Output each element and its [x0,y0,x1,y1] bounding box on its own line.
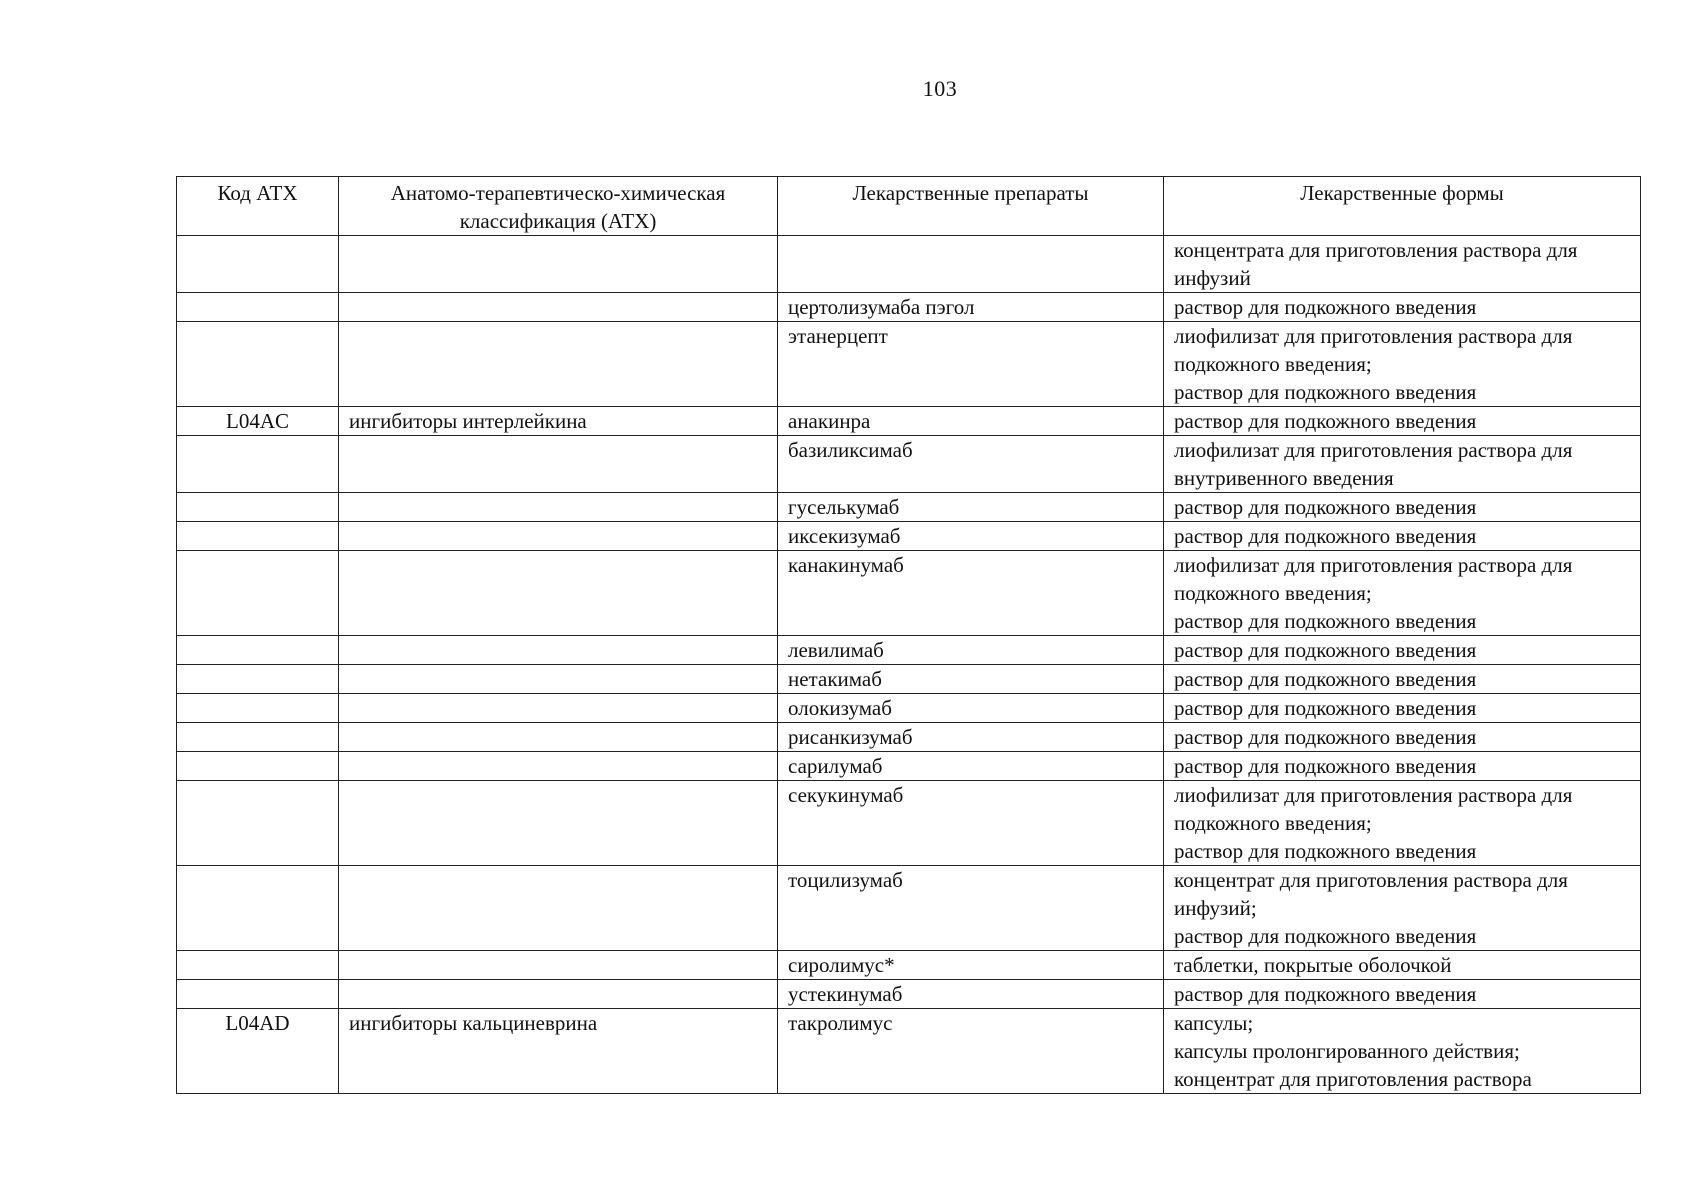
table-row [177,522,1641,551]
dosage-form-cell: раствор для подкожного введения [1164,407,1641,436]
classification-cell [339,866,778,951]
header-drugs: Лекарственные препараты [778,177,1164,236]
dosage-form-cell: лиофилизат для приготовления раствора для подкожного введения; раствор для подкожного введения [1164,322,1641,407]
drug-cell: левилимаб [778,636,1164,665]
classification-cell [339,236,778,293]
dosage-form-cell: концентрата для приготовления раствора для инфузий [1164,236,1641,293]
atc-code-cell [177,436,339,493]
atc-code-cell [177,236,339,293]
atc-code-cell [177,980,339,1009]
dosage-form-cell: раствор для подкожного введения [1164,723,1641,752]
dosage-form-cell: капсулы; капсулы пролонгированного действия; концентрат для приготовления раствора [1164,1009,1641,1094]
table-body [177,236,1641,1094]
atc-code-cell [177,781,339,866]
table-row [177,980,1641,1009]
dosage-form-cell: раствор для подкожного введения [1164,752,1641,781]
table-row [177,407,1641,436]
drug-cell: секукинумаб [778,781,1164,866]
classification-cell [339,293,778,322]
classification-cell [339,322,778,407]
atc-code-cell [177,951,339,980]
table-row [177,551,1641,636]
table-row [177,723,1641,752]
table-row [177,322,1641,407]
atc-code-cell [177,493,339,522]
header-row [177,177,1641,236]
drug-cell: базиликсимаб [778,436,1164,493]
page-number: 103 [922,76,958,101]
table-row [177,493,1641,522]
classification-cell [339,752,778,781]
dosage-form-cell: раствор для подкожного введения [1164,636,1641,665]
classification-cell [339,694,778,723]
classification-cell: ингибиторы интерлейкина [339,407,778,436]
atc-code-cell [177,752,339,781]
atc-code-cell [177,293,339,322]
atc-code-cell: L04AD [177,1009,339,1094]
dosage-form-cell: раствор для подкожного введения [1164,493,1641,522]
drug-cell: нетакимаб [778,665,1164,694]
atc-code-cell [177,636,339,665]
drug-cell: гуселькумаб [778,493,1164,522]
atc-code-cell [177,551,339,636]
table-header [177,177,1641,236]
dosage-form-cell: лиофилизат для приготовления раствора для подкожного введения; раствор для подкожного введения [1164,781,1641,866]
dosage-form-cell: раствор для подкожного введения [1164,522,1641,551]
drug-cell: такролимус [778,1009,1164,1094]
header-forms: Лекарственные формы [1164,177,1641,236]
classification-cell [339,493,778,522]
drug-cell: иксекизумаб [778,522,1164,551]
classification-cell [339,723,778,752]
classification-cell [339,551,778,636]
drug-cell: устекинумаб [778,980,1164,1009]
table-row [177,866,1641,951]
drug-cell [778,236,1164,293]
table-row [177,781,1641,866]
table-row [177,694,1641,723]
drug-cell: сарилумаб [778,752,1164,781]
classification-cell [339,781,778,866]
classification-cell [339,951,778,980]
dosage-form-cell: раствор для подкожного введения [1164,665,1641,694]
drug-cell: этанерцепт [778,322,1164,407]
drug-cell: олокизумаб [778,694,1164,723]
drug-cell: анакинра [778,407,1164,436]
classification-cell [339,436,778,493]
dosage-form-cell: таблетки, покрытые оболочкой [1164,951,1641,980]
atc-code-cell [177,665,339,694]
dosage-form-cell: концентрат для приготовления раствора для инфузий; раствор для подкожного введения [1164,866,1641,951]
atc-code-cell [177,522,339,551]
dosage-form-cell: раствор для подкожного введения [1164,293,1641,322]
classification-cell [339,636,778,665]
dosage-form-cell: раствор для подкожного введения [1164,980,1641,1009]
table-row [177,636,1641,665]
table-row [177,665,1641,694]
dosage-form-cell: раствор для подкожного введения [1164,694,1641,723]
table-row [177,951,1641,980]
atc-code-cell: L04AC [177,407,339,436]
atc-code-cell [177,694,339,723]
classification-cell: ингибиторы кальциневрина [339,1009,778,1094]
table-row [177,236,1641,293]
dosage-form-cell: лиофилизат для приготовления раствора для подкожного введения; раствор для подкожного введения [1164,551,1641,636]
atc-code-cell [177,322,339,407]
table-row [177,293,1641,322]
classification-cell [339,980,778,1009]
drug-cell: рисанкизумаб [778,723,1164,752]
drug-cell: канакинумаб [778,551,1164,636]
header-classification: Анатомо-терапевтическо-химическая классификация (АТХ) [339,177,778,236]
table-row [177,752,1641,781]
classification-cell [339,665,778,694]
classification-cell [339,522,778,551]
atc-code-cell [177,866,339,951]
drug-cell: сиролимус* [778,951,1164,980]
header-code: Код АТХ [177,177,339,236]
table-row [177,1009,1641,1094]
drug-cell: цертолизумаба пэгол [778,293,1164,322]
drug-cell: тоцилизумаб [778,866,1164,951]
atc-code-cell [177,723,339,752]
atc-table [176,176,1641,1094]
table-row [177,436,1641,493]
dosage-form-cell: лиофилизат для приготовления раствора для внутривенного введения [1164,436,1641,493]
